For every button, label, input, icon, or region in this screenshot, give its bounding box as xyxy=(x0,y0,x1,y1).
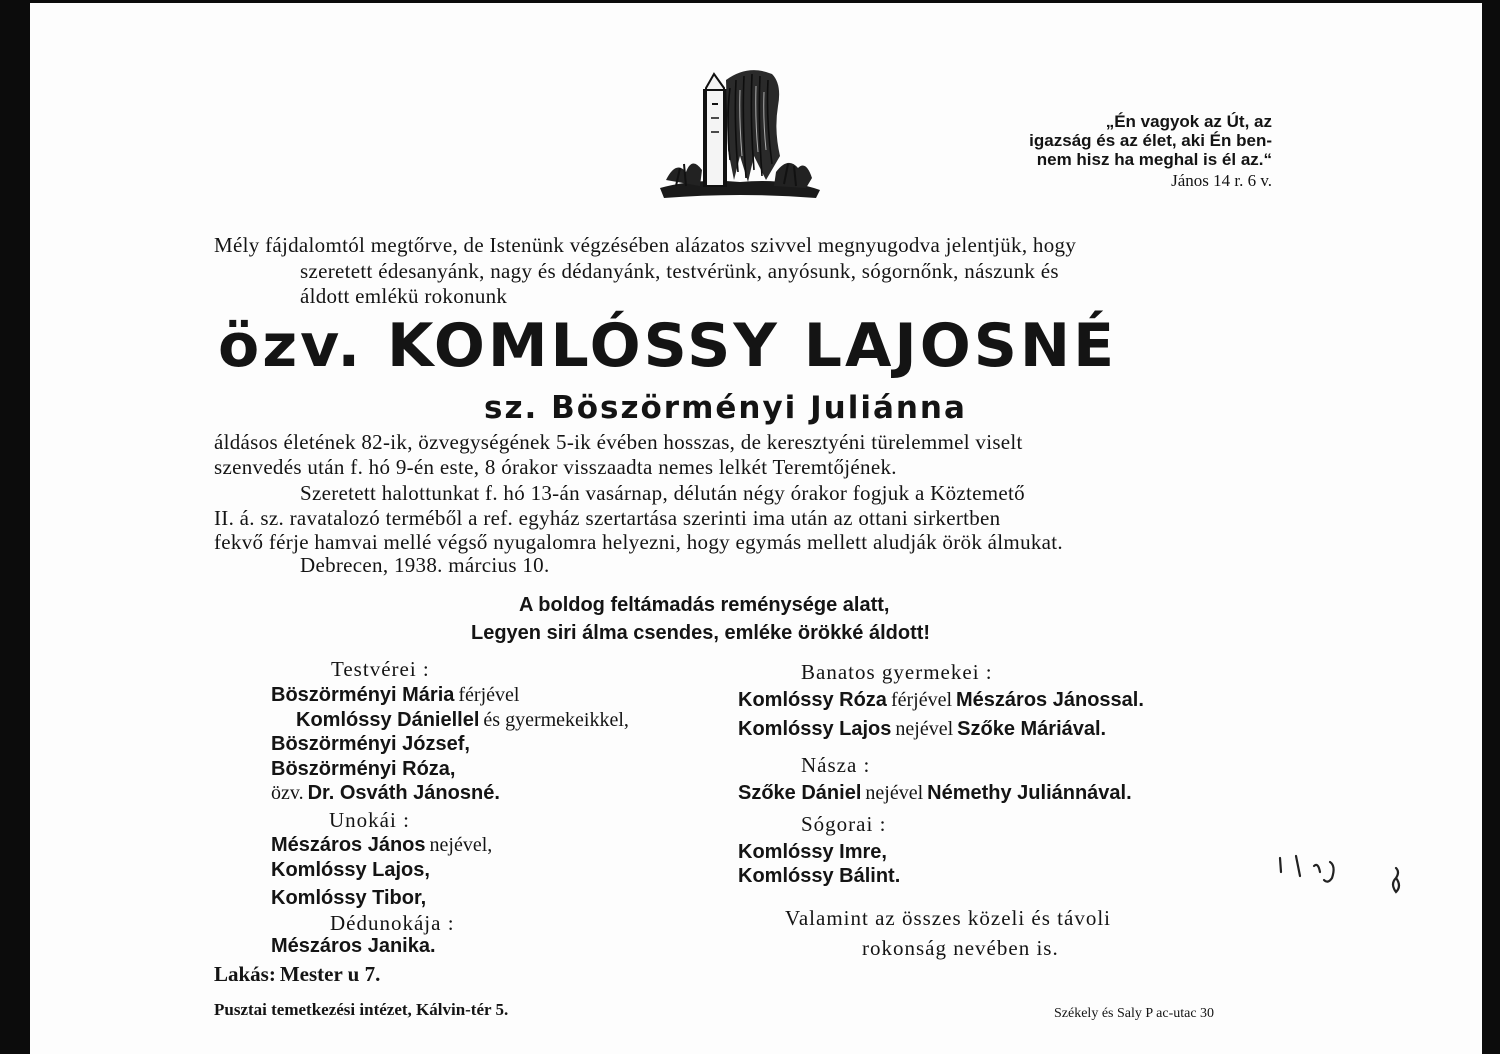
closing-line-1: Valamint az összes közeli és távoli xyxy=(785,906,1111,930)
quote-line-3: nem hisz ha meghal is él az.“ xyxy=(1036,150,1272,169)
brother-in-law-2: Komlóssy Bálint. xyxy=(738,865,901,887)
inlaw-name: Szőke Dániel xyxy=(738,782,862,804)
printer-imprint: Székely és Saly P ac-utac 30 xyxy=(1054,1006,1215,1021)
child-spouse-name: Mészáros Jánossal. xyxy=(956,689,1144,711)
details-line-3: Szeretett halottunkat f. hó 13-án vasárnap, délután négy órakor fogjuk a Köztemető xyxy=(300,481,1025,505)
siblings-label: Testvérei : xyxy=(331,657,430,681)
details-line-2: szenvedés után f. hó 9-én este, 8 órakor visszaadta nemes lelkét Teremtőjének. xyxy=(214,455,897,479)
widow-prefix: özv. xyxy=(271,782,304,804)
child-name: Komlóssy Róza xyxy=(738,689,887,711)
tombstone-willow-icon xyxy=(656,60,824,202)
intro-line-2: szeretett édesanyánk, nagy és dédanyánk, testvérünk, anyósunk, sógornőnk, nászunk és xyxy=(300,259,1059,283)
inlaw-note: nejével xyxy=(865,782,924,804)
details-line-4: II. á. sz. ravatalozó terméből a ref. egyház szertartása szerinti ima után az ottani sirkertben xyxy=(214,506,1001,530)
sibling-note: és gyermekeikkel, xyxy=(483,709,629,731)
details-line-1: áldásos életének 82-ik, özvegységének 5-ik évében hosszas, de keresztyéni türelemmel viselt xyxy=(214,430,1023,454)
great-grandchild-name: Mészáros Janika. xyxy=(271,935,436,957)
handwritten-marks xyxy=(1270,848,1420,898)
deceased-maiden-name: sz. Böszörményi Juliánna xyxy=(484,390,967,426)
grandchildren-label: Unokái : xyxy=(329,808,410,832)
grandchild-row-2: Komlóssy Lajos, xyxy=(271,859,430,881)
child-note: férjével xyxy=(890,689,953,711)
child-row-2 xyxy=(738,718,1106,741)
quote-line-2: igazság és az élet, aki Én ben- xyxy=(1029,131,1272,150)
sibling-note: férjével xyxy=(458,684,520,706)
grandchild-note: nejével, xyxy=(429,834,493,856)
deceased-name: özv. KOMLÓSSY LAJOSNÉ xyxy=(218,311,1118,381)
quote-line-1: „Én vagyok az Út, az xyxy=(1105,112,1272,131)
intro-line-3: áldott emlékü rokonunk xyxy=(300,284,508,308)
motto-line-2: Legyen siri álma csendes, emléke örökké áldott! xyxy=(471,622,931,644)
grandchild-row-1 xyxy=(271,834,492,857)
brothers-in-law-label: Sógorai : xyxy=(801,812,887,836)
sibling-row-5 xyxy=(271,782,500,805)
bible-quote xyxy=(1029,112,1272,169)
sibling-row-4: Böszörményi Róza, xyxy=(271,758,456,780)
motto-line-1: A boldog feltámadás reménysége alatt, xyxy=(519,594,890,616)
sibling-row-2 xyxy=(296,709,629,732)
children-label: Banatos gyermekei : xyxy=(801,660,993,684)
child-spouse-name: Szőke Máriával. xyxy=(957,718,1107,740)
child-note: nejével xyxy=(895,718,954,740)
address-label: Lakás: xyxy=(214,962,276,986)
inlaw-spouse-name: Némethy Juliánnával. xyxy=(927,782,1132,804)
brother-in-law-1: Komlóssy Imre, xyxy=(738,841,887,863)
sibling-row-3: Böszörményi József, xyxy=(271,733,470,755)
child-row-1 xyxy=(738,689,1144,712)
intro-line-1: Mély fájdalomtól megtőrve, de Istenünk végzésében alázatos szivvel megnyugodva jelentjük, hogy xyxy=(214,233,1077,257)
inlaw-row-1 xyxy=(738,782,1132,805)
grandchild-name: Mészáros János xyxy=(271,834,426,856)
great-grandchild-label: Dédunokája : xyxy=(330,911,455,935)
address-line xyxy=(214,962,380,987)
inlaws-label: Násza : xyxy=(801,753,871,777)
sibling-spouse-name: Komlóssy Dániellel xyxy=(296,709,480,731)
sibling-name: Böszörményi Mária xyxy=(271,684,455,706)
details-line-5: fekvő férje hamvai mellé végső nyugalomra helyezni, hogy egymás mellett aludják örök álmukat. xyxy=(214,530,1063,554)
address-value: Mester u 7. xyxy=(279,962,381,986)
grandchild-row-3: Komlóssy Tibor, xyxy=(271,887,427,909)
child-name: Komlóssy Lajos xyxy=(738,718,892,740)
sibling-name: Dr. Osváth Jánosné. xyxy=(307,782,500,804)
funeral-home: Pusztai temetkezési intézet, Kálvin-tér 5. xyxy=(214,1000,509,1019)
date-line: Debrecen, 1938. március 10. xyxy=(300,553,550,577)
closing-line-2: rokonság nevében is. xyxy=(862,936,1059,960)
sibling-row-1 xyxy=(271,684,519,707)
quote-reference: János 14 r. 6 v. xyxy=(1171,171,1272,190)
